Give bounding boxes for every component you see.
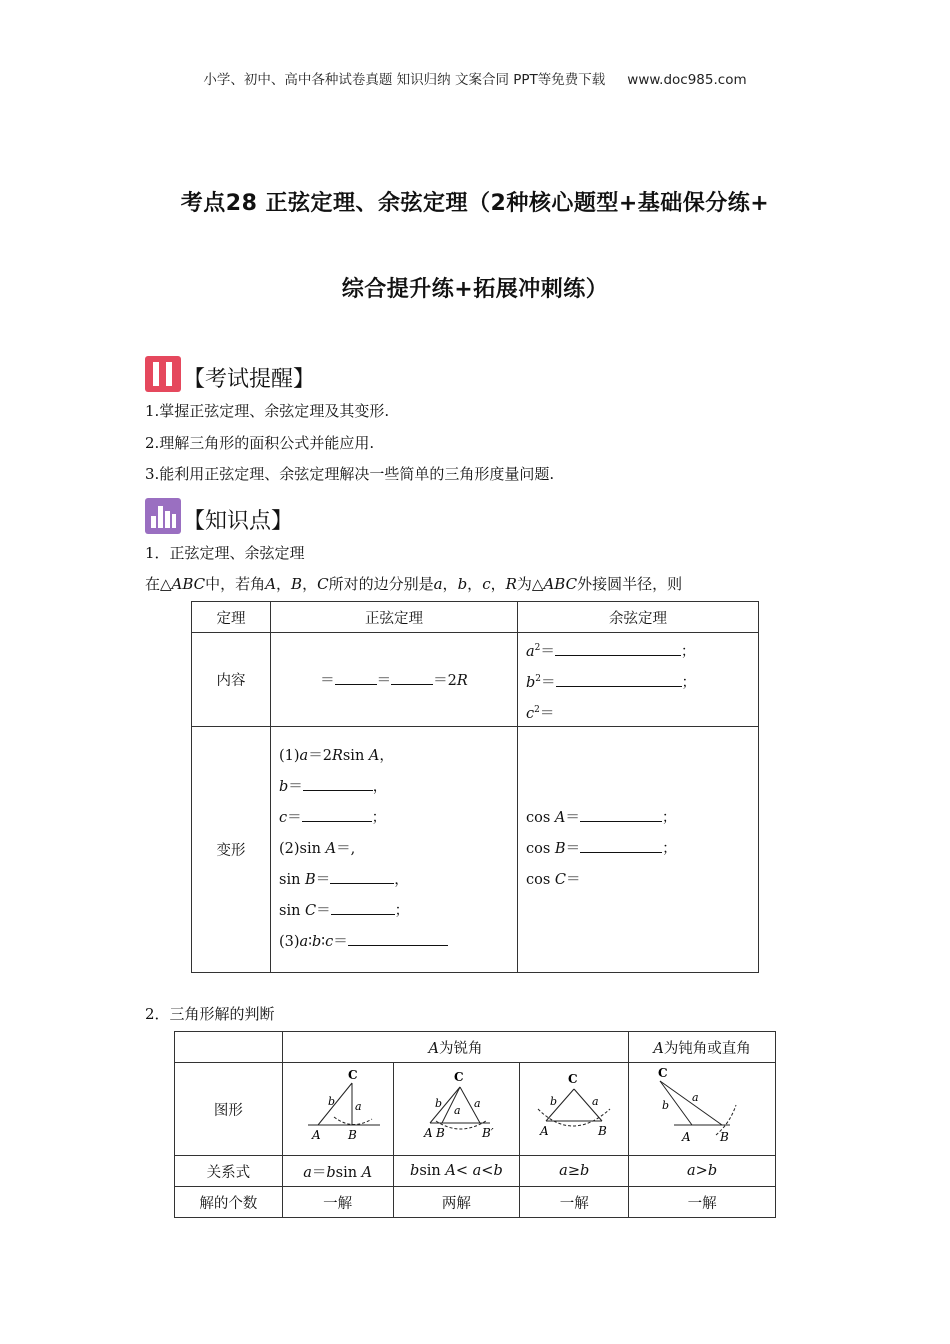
row-figure-label: 图形 — [175, 1063, 283, 1156]
sine-t-7: (3)a∶b∶c＝ — [279, 927, 517, 958]
sine-t-3: c＝ ； — [279, 803, 517, 834]
knowledge-label: 【知识点】 — [183, 509, 294, 534]
solution-count-table — [174, 1031, 776, 1218]
cos-t-B: cos B＝ ； — [526, 834, 758, 865]
count-4: 一解 — [629, 1187, 776, 1218]
relation-1: a＝bsin A — [282, 1156, 393, 1187]
sine-t-2: b＝ ， — [279, 772, 517, 803]
row-relation-label: 关系式 — [175, 1156, 283, 1187]
svg-text:a: a — [354, 1100, 362, 1113]
cos-content — [518, 633, 759, 727]
reminder-item-1: 1.掌握正弦定理、余弦定理及其变形. — [145, 402, 390, 420]
t2-acute-header: A为锐角 — [282, 1032, 628, 1063]
svg-text:C: C — [568, 1072, 578, 1086]
svg-text:C: C — [658, 1066, 668, 1080]
count-1: 一解 — [282, 1187, 393, 1218]
reminder-item-3: 3.能利用正弦定理、余弦定理解决一些简单的三角形度量问题. — [145, 465, 555, 483]
t2-obtuse-header: A为钝角或直角 — [629, 1032, 776, 1063]
cos-t-A: cos A＝ ； — [526, 803, 758, 834]
exam-reminder-heading — [145, 352, 315, 392]
svg-text:a: a — [474, 1097, 481, 1110]
svg-text:b: b — [435, 1097, 443, 1110]
sine-t-5: sin B＝ ， — [279, 865, 517, 896]
knowledge-heading — [145, 494, 293, 534]
relation-2: bsin A< a<b — [393, 1156, 520, 1187]
row-count-label: 解的个数 — [175, 1187, 283, 1218]
svg-text:b: b — [662, 1099, 670, 1112]
svg-text:A: A — [311, 1128, 321, 1142]
cos-content-b2: $b^2=$ ； — [526, 664, 758, 695]
theorem-table — [191, 601, 759, 973]
figure-4 — [629, 1063, 776, 1156]
svg-text:B: B — [720, 1130, 729, 1144]
svg-text:a: a — [692, 1091, 699, 1104]
subsection-1-title: 1．正弦定理、余弦定理 — [145, 544, 305, 562]
reminder-item-2: 2.理解三角形的面积公式并能应用. — [145, 434, 375, 452]
relation-3: a≥b — [520, 1156, 629, 1187]
count-3: 一解 — [520, 1187, 629, 1218]
svg-text:b: b — [550, 1095, 558, 1108]
svg-text:B: B — [347, 1128, 357, 1142]
svg-text:a: a — [592, 1095, 599, 1108]
th-theorem: 定理 — [192, 602, 271, 633]
svg-text:C: C — [454, 1070, 464, 1084]
figure-1 — [282, 1063, 393, 1156]
th-sine-law: 正弦定理 — [271, 602, 518, 633]
exam-reminder-label: 【考试提醒】 — [183, 367, 316, 392]
figure-3 — [520, 1063, 629, 1156]
count-2: 两解 — [393, 1187, 520, 1218]
sine-t-4: (2)sin A＝, — [279, 841, 356, 857]
sine-t-1: (1)a＝2Rsin A， — [279, 748, 394, 764]
sine-t-6: sin C＝ ； — [279, 896, 517, 927]
page-header — [0, 68, 950, 88]
figure-2 — [393, 1063, 520, 1156]
intro-paragraph: 在△ABC中，若角A，B，C所对的边分别是a，b，c，R为△ABC外接圆半径，则 — [145, 575, 683, 593]
bar-chart-icon — [145, 498, 181, 534]
svg-text:C: C — [347, 1068, 358, 1082]
sine-content: ＝ ＝ ＝2R — [271, 633, 518, 727]
title-line-1: 考点28 正弦定理、余弦定理（2种核心题型+基础保分练+ — [180, 191, 770, 216]
svg-text:A: A — [540, 1124, 549, 1138]
pause-bars-icon — [145, 356, 181, 392]
th-cosine-law: 余弦定理 — [518, 602, 759, 633]
header-text: 小学、初中、高中各种试卷真题 知识归纳 文案合同 PPT等免费下载 — [203, 72, 606, 88]
t2-corner — [175, 1032, 283, 1063]
cos-t-C: cos C＝ — [526, 872, 581, 888]
svg-text:b: b — [327, 1095, 335, 1108]
row-content-label: 内容 — [192, 633, 271, 727]
svg-text:B: B — [436, 1126, 446, 1140]
cos-content-c2: $c^2=$ — [526, 705, 555, 722]
svg-text:B: B — [598, 1124, 608, 1138]
title-line-2: 综合提升练+拓展冲刺练） — [341, 277, 609, 302]
row-transform-label: 变形 — [192, 727, 271, 973]
relation-4: a>b — [629, 1156, 776, 1187]
svg-text:B′: B′ — [482, 1126, 494, 1140]
subsection-2-title: 2．三角形解的判断 — [145, 1005, 275, 1023]
svg-text:A: A — [682, 1130, 691, 1144]
cos-transform — [518, 727, 759, 973]
svg-text:A: A — [424, 1126, 434, 1140]
header-url[interactable]: www.doc985.com — [627, 72, 747, 88]
svg-text:a: a — [454, 1104, 461, 1117]
sine-transform — [271, 727, 518, 973]
cos-content-a2: $a^2=$ ； — [526, 633, 758, 664]
